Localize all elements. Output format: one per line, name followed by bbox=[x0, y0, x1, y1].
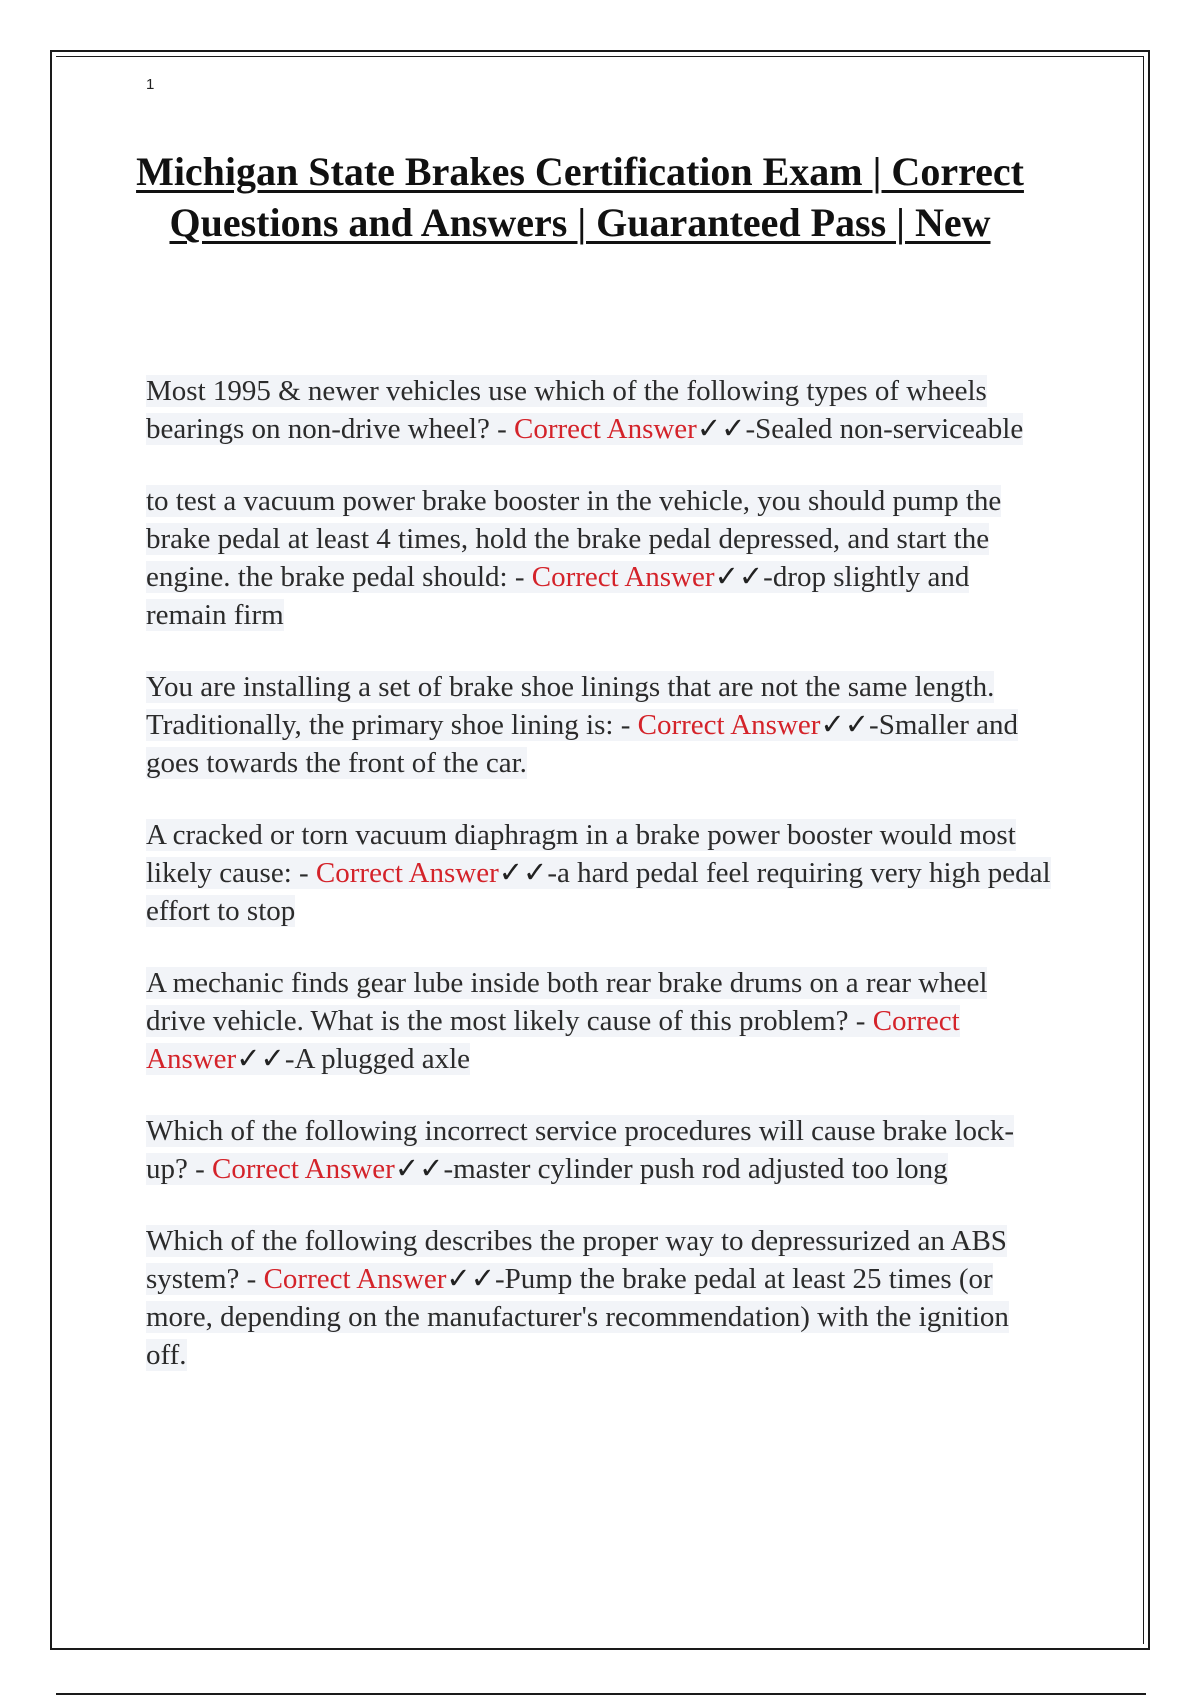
checkmark-icon: ✓✓ bbox=[714, 561, 764, 593]
bottom-divider bbox=[56, 1693, 1146, 1695]
answer-text: -A plugged axle bbox=[284, 1043, 471, 1075]
checkmark-icon: ✓✓ bbox=[236, 1043, 285, 1075]
checkmark-icon: ✓✓ bbox=[696, 413, 746, 445]
page-number: 1 bbox=[146, 76, 155, 93]
checkmark-icon: ✓✓ bbox=[446, 1263, 496, 1295]
correct-answer-label: Correct Answer bbox=[146, 1005, 960, 1075]
question-text: Most 1995 & newer vehicles use which of the following types of wheels bearings on non-drive wheel? - bbox=[146, 375, 987, 445]
qa-item bbox=[146, 1222, 1052, 1374]
answer-text: -Sealed non-serviceable bbox=[745, 413, 1024, 445]
question-text: Which of the following describes the proper way to depressurized an ABS system? - bbox=[146, 1225, 1007, 1295]
answer-text: -master cylinder push rod adjusted too long bbox=[443, 1153, 948, 1185]
qa-item bbox=[146, 372, 1052, 448]
correct-answer-label: Correct Answer bbox=[315, 857, 499, 889]
question-text: to test a vacuum power brake booster in the vehicle, you should pump the brake pedal at least 4 times, hold the brake pedal depressed, and start the engine. the brake pedal should: - bbox=[146, 485, 1002, 593]
question-text: A mechanic finds gear lube inside both rear brake drums on a rear wheel drive vehicle. What is the most likely cause of this problem? - bbox=[146, 967, 988, 1037]
question-text: A cracked or torn vacuum diaphragm in a brake power booster would most likely cause: - bbox=[146, 819, 1016, 889]
answer-text: -a hard pedal feel requiring very high pedal effort to stop bbox=[146, 857, 1051, 927]
checkmark-icon: ✓✓ bbox=[498, 857, 548, 889]
qa-item bbox=[146, 816, 1052, 930]
answer-text: -Pump the brake pedal at least 25 times (or more, depending on the manufacturer's recommendation) with the ignition off. bbox=[146, 1263, 1009, 1371]
qa-item bbox=[146, 668, 1052, 782]
correct-answer-label: Correct Answer bbox=[531, 561, 715, 593]
question-text: Which of the following incorrect service procedures will cause brake lock-up? - bbox=[146, 1115, 1015, 1185]
question-text: You are installing a set of brake shoe linings that are not the same length. Traditionally, the primary shoe lining is: - bbox=[146, 671, 995, 741]
correct-answer-label: Correct Answer bbox=[637, 709, 821, 741]
qa-list bbox=[146, 372, 1052, 1408]
correct-answer-label: Correct Answer bbox=[263, 1263, 447, 1295]
document-title: Michigan State Brakes Certification Exam | Correct Questions and Answers | Guaranteed Pass | New bbox=[136, 149, 1024, 245]
correct-answer-label: Correct Answer bbox=[514, 413, 697, 445]
qa-item bbox=[146, 482, 1052, 634]
checkmark-icon: ✓✓ bbox=[820, 709, 870, 741]
qa-item bbox=[146, 1112, 1052, 1188]
answer-text: -Smaller and goes towards the front of the car. bbox=[146, 709, 1019, 779]
answer-text: -drop slightly and remain firm bbox=[146, 561, 970, 631]
correct-answer-label: Correct Answer bbox=[212, 1153, 395, 1185]
qa-item bbox=[146, 964, 1052, 1078]
checkmark-icon: ✓✓ bbox=[394, 1153, 444, 1185]
